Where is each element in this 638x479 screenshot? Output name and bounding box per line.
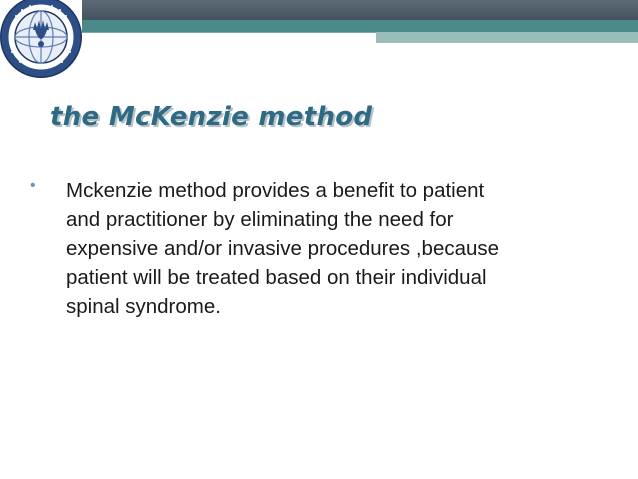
- bullet-line: patient will be treated based on their individual: [66, 266, 487, 289]
- bullet-text: [66, 176, 610, 321]
- slide-title: the McKenzie method: [50, 102, 373, 132]
- bullet-line: and practitioner by eliminating the need for: [66, 208, 454, 231]
- header-bar-teal: [82, 20, 638, 32]
- slide-content: [30, 176, 610, 321]
- bullet-line: expensive and/or invasive procedures ,because: [66, 237, 500, 260]
- header-bar-light: [376, 32, 638, 43]
- header-bar-dark: [82, 0, 638, 20]
- bullet-line: spinal syndrome.: [66, 295, 221, 318]
- header-bar-line: [82, 32, 376, 33]
- mckenzie-institute-logo-icon: [0, 0, 82, 80]
- bullet-line: Mckenzie method provides a benefit to patient: [66, 179, 485, 202]
- bullet-item: [30, 176, 610, 321]
- bullet-marker-icon: •: [30, 177, 36, 194]
